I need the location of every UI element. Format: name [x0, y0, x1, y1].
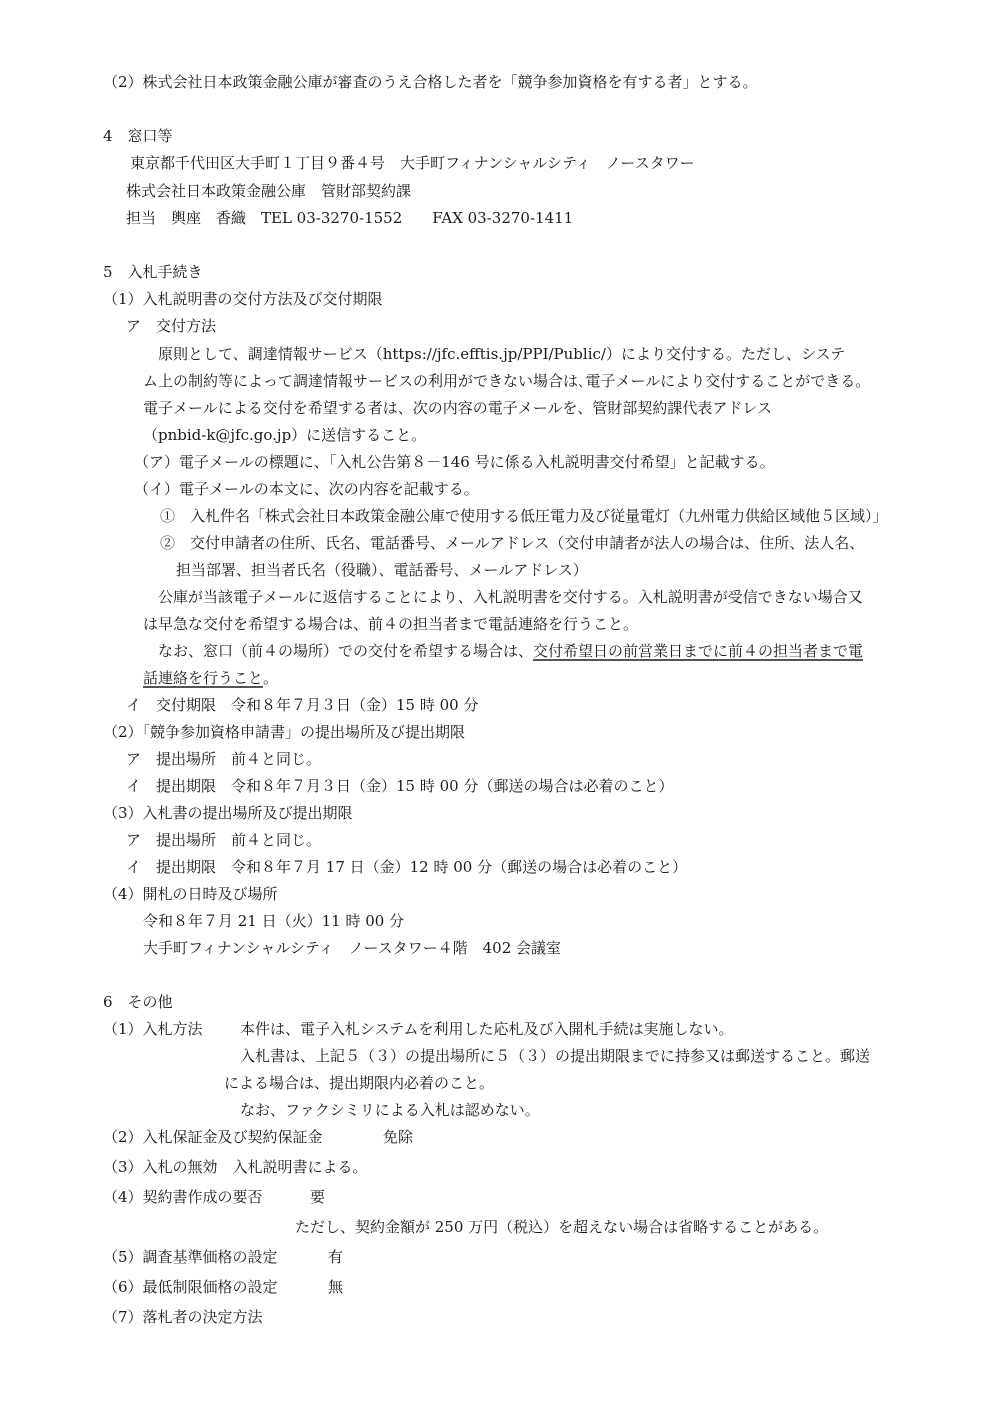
value-text: 免除	[383, 1128, 414, 1146]
list-item: （ア）電子メールの標題に、「入札公告第８－146 号に係る入札説明書交付希望」と記載する。	[134, 453, 775, 471]
subsection-heading: （2）「競争参加資格申請書」の提出場所及び提出期限	[103, 723, 466, 741]
paragraph-line: 入札書は、上記５（３）の提出場所に５（３）の提出期限までに持参又は郵送すること。郵送	[240, 1047, 871, 1065]
underlined-text: 話連絡を行うこと	[143, 669, 264, 687]
paragraph-line: ただし、契約金額が 250 万円（税込）を超えない場合は省略することがある。	[295, 1218, 829, 1236]
item-heading: ア 提出場所 前４と同じ。	[126, 831, 322, 849]
paragraph-line: 原則として、調達情報サービス（https://jfc.efftis.jp/PPI/Public/）により交付する。ただし、システ	[158, 345, 846, 363]
paragraph-line: 電子メールによる交付を希望する者は、次の内容の電子メールを、管財部契約課代表アドレス	[143, 399, 772, 417]
value-text: 有	[328, 1248, 344, 1266]
contact-person: 担当 輿座 香織 TEL 03-3270-1552 FAX 03-3270-1411	[126, 209, 574, 227]
subsection-heading: （1）入札方法	[103, 1020, 203, 1038]
subsection-heading: （3）入札書の提出場所及び提出期限	[103, 804, 353, 822]
item-heading: イ 提出期限 令和８年７月 17 日（金）12 時 00 分（郵送の場合は必着のこと）	[126, 858, 688, 876]
paragraph-line: （pnbid-k@jfc.go.jp）に送信すること。	[143, 426, 427, 444]
text-segment: なお、窓口（前４の場所）での交付を希望する場合は、	[158, 642, 534, 660]
paragraph-line	[143, 668, 278, 688]
paragraph-line: は早急な交付を希望する場合は、前４の担当者まで電話連絡を行うこと。	[143, 615, 639, 633]
paragraph-line: ム上の制約等によって調達情報サービスの利用ができない場合は､電子メールにより交付することができる。	[143, 372, 871, 390]
text-segment: 。	[263, 669, 279, 687]
section-heading: 6 その他	[103, 993, 173, 1011]
subsection-heading: （5）調査基準価格の設定	[103, 1248, 278, 1266]
paragraph-line: による場合は、提出期限内必着のこと。	[224, 1074, 495, 1092]
item-heading: イ 交付期限 令和８年７月３日（金）15 時 00 分	[126, 696, 479, 714]
list-item: （イ）電子メールの本文に、次の内容を記載する。	[134, 480, 479, 498]
paragraph-line: なお、ファクシミリによる入札は認めない。	[240, 1101, 540, 1119]
subsection-heading: （2）入札保証金及び契約保証金	[103, 1128, 323, 1146]
underlined-text: 交付希望日の前営業日までに前４の担当者まで電	[533, 642, 864, 660]
subsection-heading: （7）落札者の決定方法	[103, 1308, 263, 1326]
value-text: 無	[328, 1278, 344, 1296]
item-heading: イ 提出期限 令和８年７月３日（金）15 時 00 分（郵送の場合は必着のこと）	[126, 777, 674, 795]
section-heading: 4 窓口等	[103, 127, 173, 145]
subsection-heading: （6）最低制限価格の設定	[103, 1278, 278, 1296]
subsection-heading: （4）開札の日時及び場所	[103, 885, 278, 903]
item-heading: ア 交付方法	[126, 317, 217, 335]
item-heading: ア 提出場所 前４と同じ。	[126, 750, 322, 768]
paragraph-line: （2）株式会社日本政策金融公庫が審査のうえ合格した者を「競争参加資格を有する者」とする。	[103, 73, 758, 91]
subsection-heading: （4）契約書作成の要否	[103, 1188, 263, 1206]
value-text: 要	[310, 1188, 326, 1206]
subsection-heading: （3）入札の無効 入札説明書による。	[103, 1158, 368, 1176]
paragraph-line: 公庫が当該電子メールに返信することにより、入札説明書を交付する。入札説明書が受信できない場合又	[158, 588, 863, 606]
paragraph-line: 令和８年７月 21 日（火）11 時 00 分	[143, 912, 405, 930]
paragraph-line	[158, 641, 863, 661]
subsection-heading: （1）入札説明書の交付方法及び交付期限	[103, 290, 383, 308]
paragraph-line: 大手町フィナンシャルシティ ノースタワー４階 402 会議室	[143, 939, 562, 957]
list-item: ② 交付申請者の住所、氏名、電話番号、メールアドレス（交付申請者が法人の場合は、住所、法人名、	[160, 534, 865, 552]
contact-organization: 株式会社日本政策金融公庫 管財部契約課	[126, 182, 412, 200]
paragraph-line: 担当部署、担当者氏名（役職）、電話番号、メールアドレス）	[176, 561, 588, 579]
contact-address: 東京都千代田区大手町１丁目９番４号 大手町フィナンシャルシティ ノースタワー	[130, 154, 695, 172]
list-item: ① 入札件名「株式会社日本政策金融公庫で使用する低圧電力及び従量電灯（九州電力供給区域他５区域）」	[160, 507, 888, 525]
section-heading: 5 入札手続き	[103, 263, 203, 281]
paragraph-line: 本件は、電子入札システムを利用した応札及び入開札手続は実施しない。	[240, 1020, 734, 1038]
